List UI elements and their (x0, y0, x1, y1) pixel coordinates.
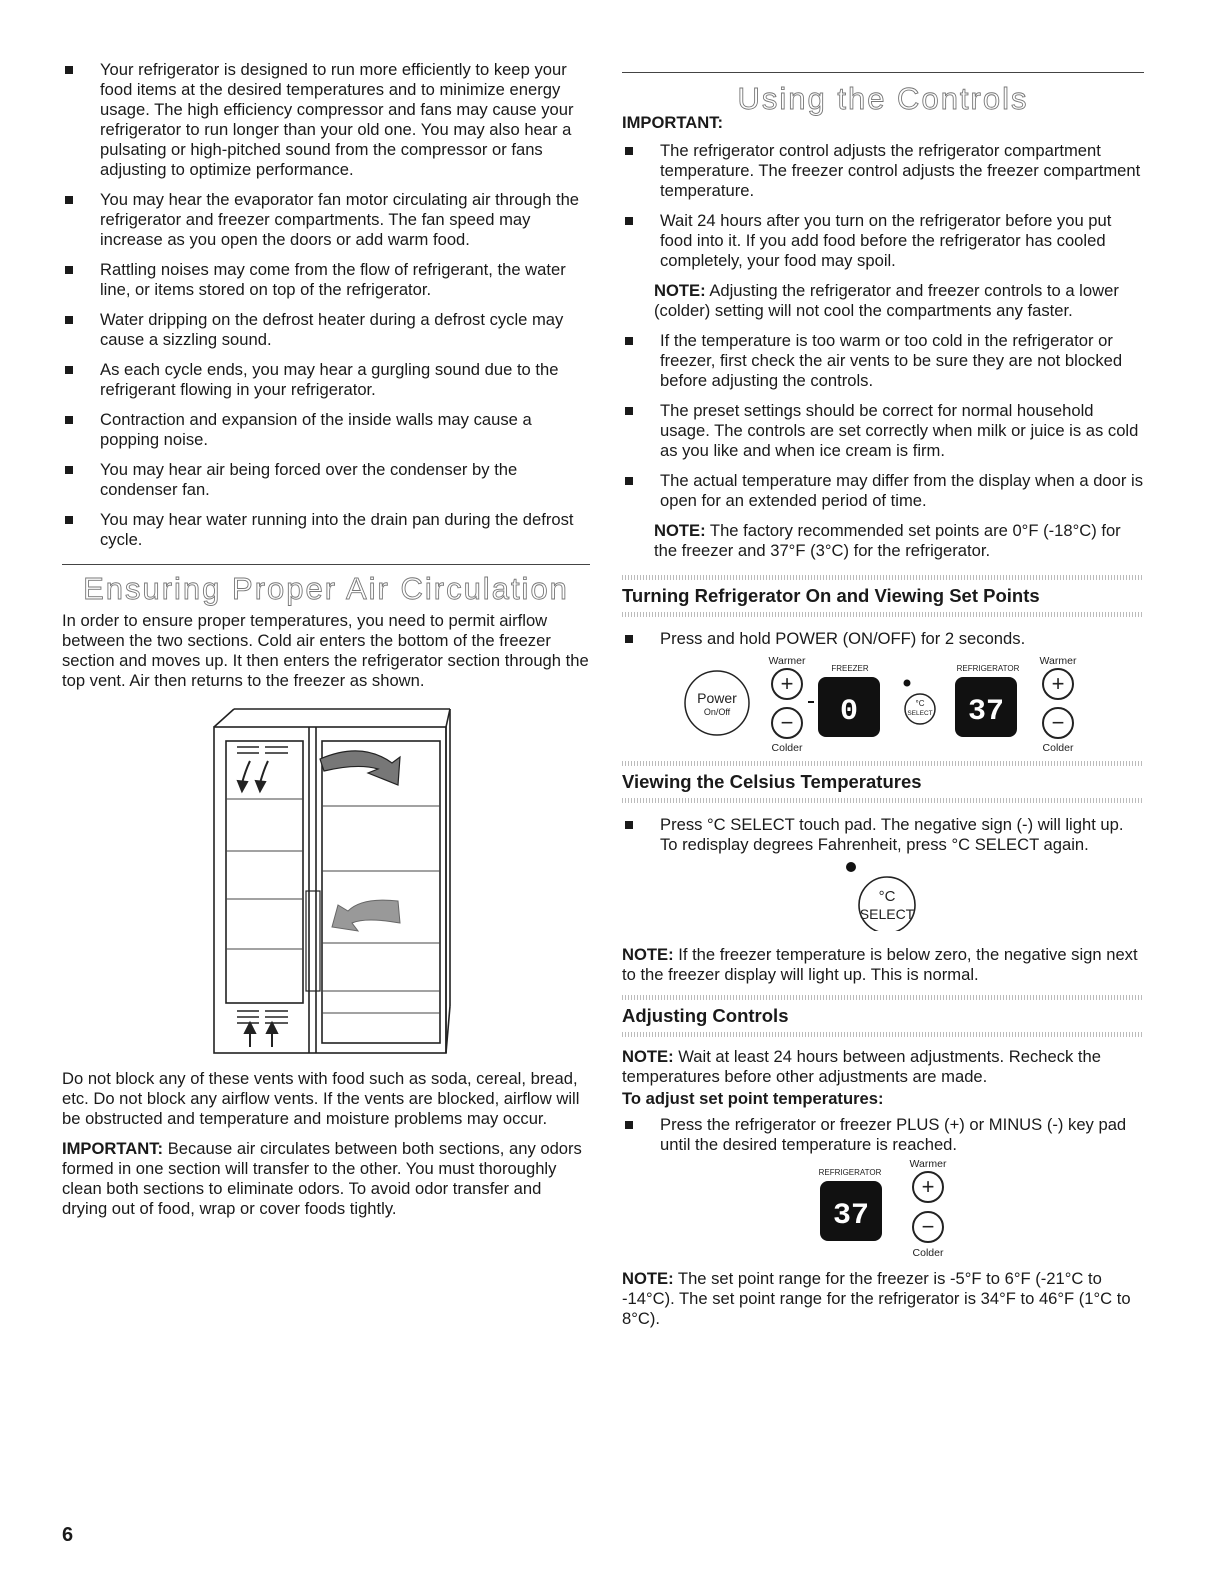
list-item: If the temperature is too warm or too cold in the refrigerator or freezer, first check the air vents to be sure they are not blocked before adjusting the controls. (622, 331, 1144, 391)
right-column (622, 60, 1144, 1329)
list-item: Your refrigerator is designed to run more efficiently to keep your food items at the desired temperatures and to minimize energy usage. The high efficiency compressor and fans may cause your refrigerator to run longer than your old one. You may also hear a pulsating or high-pitched sound from the compressor or fans adjusting to optimize performance. (62, 60, 590, 180)
subheading-turning-on: Turning Refrigerator On and Viewing Set Points (622, 585, 1040, 606)
fridge-minus-button[interactable] (913, 1212, 943, 1242)
freezer-label: FREEZER (831, 664, 869, 673)
fridge-plus-button[interactable] (1043, 669, 1073, 699)
note-paragraph: NOTE: The set point range for the freezer is -5°F to 6°F (-21°C to -14°C). The set point range for the refrigerator is 34°F to 46°F (1°C to 8°C). (622, 1269, 1131, 1328)
warmer-label: Warmer (1039, 655, 1077, 667)
celsius-list (622, 815, 1144, 855)
celsius-select-button[interactable] (859, 877, 915, 931)
control-panel-diagram (622, 653, 1144, 753)
important-label: IMPORTANT: (62, 1139, 164, 1158)
minus-icon: − (780, 710, 794, 735)
list-item: Rattling noises may come from the flow of refrigerant, the water line, or items stored on top of the refrigerator. (62, 260, 590, 300)
celsius-select-button[interactable] (905, 694, 935, 724)
note-paragraph: NOTE: The factory recommended set points are 0°F (-18°C) for the freezer and 37°F (3°C) for the refrigerator. (654, 521, 1121, 560)
fridge-display-value: 37 (832, 1199, 870, 1233)
celsius-indicator-dot (904, 680, 911, 687)
svg-text:SELECT: SELECT (859, 906, 915, 922)
hatch-divider (622, 612, 1144, 617)
indicator-dot (846, 862, 856, 872)
note-paragraph: NOTE: Adjusting the refrigerator and freezer controls to a lower (colder) setting will not cool the compartments any faster. (654, 281, 1119, 320)
vents-paragraph: Do not block any of these vents with food such as soda, cereal, bread, etc. Do not block any airflow vents. If the vents are blocked, airflow will be obstructed and temperature and moisture problems may occur. (62, 1069, 580, 1128)
colder-label: Colder (912, 1247, 944, 1259)
list-item: Wait 24 hours after you turn on the refrigerator before you put food into it. If you add food before the refrigerator has cooled completely, your food may spoil. (622, 211, 1144, 271)
turning-on-list (622, 629, 1144, 649)
air-circulation-title: Ensuring Proper Air Circulation (83, 571, 569, 606)
freezer-display (818, 677, 880, 737)
fridge-display (820, 1181, 882, 1241)
important-paragraph (62, 1139, 590, 1219)
airflow-top-arrow (320, 751, 400, 785)
plus-icon: + (921, 1174, 935, 1199)
section-divider (622, 72, 1144, 73)
list-item: Press and hold POWER (ON/OFF) for 2 seconds. (622, 629, 1144, 649)
colder-label: Colder (1042, 742, 1074, 753)
list-item: As each cycle ends, you may hear a gurgling sound due to the refrigerant flowing in your refrigerator. (62, 360, 590, 400)
section-divider (62, 564, 590, 565)
list-item: The actual temperature may differ from the display when a door is open for an extended period of time. (622, 471, 1144, 511)
note-paragraph: NOTE: Wait at least 24 hours between adjustments. Recheck the temperatures before other adjustments are made. (622, 1047, 1101, 1086)
list-item: Press °C SELECT touch pad. The negative sign (-) will light up. To redisplay degrees Fahrenheit, press °C SELECT again. (622, 815, 1144, 855)
controls-bullet-list (622, 331, 1144, 511)
hatch-divider (622, 1032, 1144, 1037)
warmer-label: Warmer (768, 655, 806, 667)
svg-text:°C: °C (878, 888, 896, 905)
using-controls-title: Using the Controls (737, 81, 1029, 116)
plus-icon: + (780, 671, 794, 696)
refrigerator-label: REFRIGERATOR (956, 664, 1020, 673)
fridge-display (955, 677, 1017, 737)
negative-sign-indicator (808, 701, 814, 703)
svg-text:°C: °C (915, 699, 925, 708)
freezer-display-value: 0 (839, 695, 859, 729)
fridge-plus-button[interactable] (913, 1172, 943, 1202)
warmer-label: Warmer (909, 1159, 947, 1170)
list-item: You may hear air being forced over the condenser by the condenser fan. (62, 460, 590, 500)
important-heading: IMPORTANT: (622, 113, 724, 132)
freezer-plus-button[interactable] (772, 669, 802, 699)
list-item: Water dripping on the defrost heater during a defrost cycle may cause a sizzling sound. (62, 310, 590, 350)
airflow-diagram (62, 701, 590, 1061)
left-column (62, 60, 590, 1219)
adjust-heading: To adjust set point temperatures: (622, 1089, 884, 1108)
freezer-minus-button[interactable] (772, 708, 802, 738)
colder-label: Colder (771, 742, 803, 753)
minus-icon: − (1051, 710, 1065, 735)
list-item: You may hear the evaporator fan motor circulating air through the refrigerator and freezer compartments. The fan speed may increase as you open the doors or add warm food. (62, 190, 590, 250)
list-item: The preset settings should be correct for normal household usage. The controls are set correctly when milk or juice is as cold as you like and when ice cream is firm. (622, 401, 1144, 461)
important-text: Because air circulates between both sections, any odors formed in one section will transfer to the other. You must thoroughly clean both sections to eliminate odors. To avoid odor transfer and drying out of food, wrap or cover foods tightly. (62, 1139, 582, 1218)
page-number: 6 (62, 1524, 74, 1546)
adjust-list (622, 1115, 1144, 1155)
list-item: You may hear water running into the drain pan during the defrost cycle. (62, 510, 590, 550)
power-label: Power (697, 690, 737, 706)
airflow-return-arrow (332, 900, 400, 931)
celsius-select-diagram (622, 859, 1144, 931)
refrigerator-label: REFRIGERATOR (818, 1168, 882, 1177)
note-paragraph: NOTE: If the freezer temperature is below zero, the negative sign next to the freezer display will light up. This is normal. (622, 945, 1138, 984)
list-item: The refrigerator control adjusts the refrigerator compartment temperature. The freezer control adjusts the freezer compartment temperature. (622, 141, 1144, 201)
fridge-display-value: 37 (967, 695, 1005, 729)
plus-icon: + (1051, 671, 1065, 696)
controls-bullet-list (622, 141, 1144, 271)
list-item: Press the refrigerator or freezer PLUS (+) or MINUS (-) key pad until the desired temperature is reached. (622, 1115, 1144, 1155)
svg-text:SELECT: SELECT (907, 710, 933, 717)
subheading-celsius: Viewing the Celsius Temperatures (622, 771, 922, 792)
onoff-label: On/Off (703, 707, 731, 717)
hatch-divider (622, 798, 1144, 803)
minus-icon: − (921, 1214, 935, 1239)
list-item: Contraction and expansion of the inside walls may cause a popping noise. (62, 410, 590, 450)
power-button[interactable] (685, 671, 749, 735)
adjust-controls-diagram (622, 1159, 1144, 1259)
air-intro-paragraph: In order to ensure proper temperatures, you need to permit airflow between the two sections. Cold air enters the bottom of the freezer section and moves up. It then enters the refrigerator section through the top vent. Air then returns to the freezer as shown. (62, 611, 589, 690)
subheading-adjusting: Adjusting Controls (622, 1005, 789, 1026)
noise-bullet-list (62, 60, 590, 550)
fridge-minus-button[interactable] (1043, 708, 1073, 738)
